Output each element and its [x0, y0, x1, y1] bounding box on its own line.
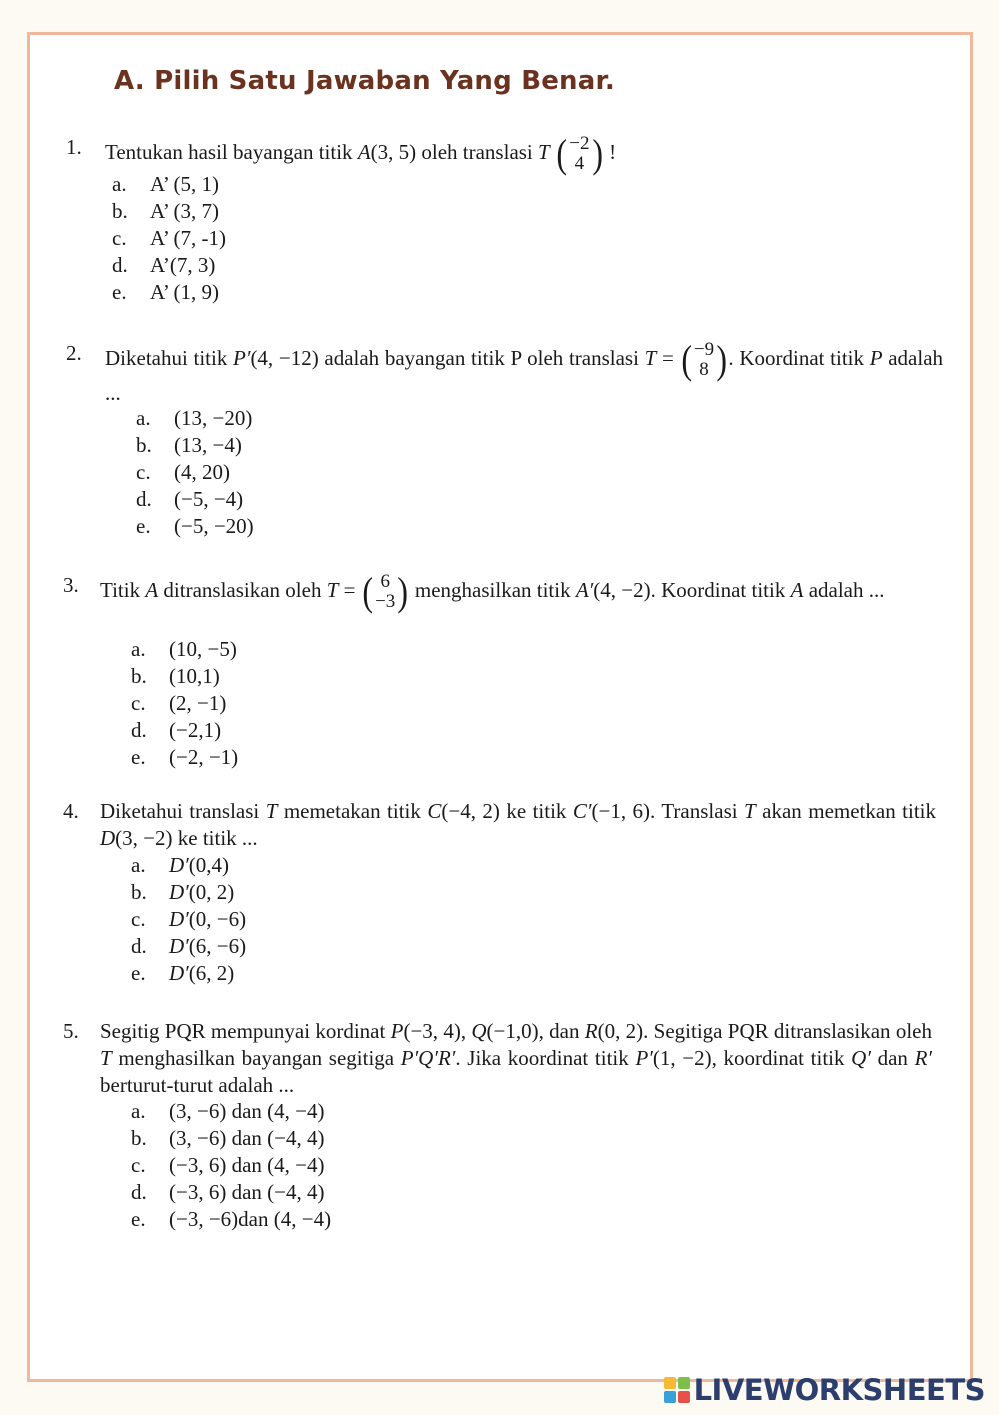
translation-vector: ( −2 4 ) [556, 131, 603, 176]
question-number: 1. [66, 135, 82, 159]
question-number: 3. [63, 573, 79, 597]
section-title: A. Pilih Satu Jawaban Yang Benar. [114, 66, 615, 96]
question-text: Tentukan hasil bayangan titik A(3, 5) oleh translasi T ( −2 4 ) ! [105, 131, 617, 176]
liveworksheets-brand[interactable] [664, 1373, 985, 1407]
translation-vector: ( 6 −3 ) [362, 569, 409, 614]
question-text: Segitig PQR mempunyai kordinat P(−3, 4), Q(−1,0), dan R(0, 2). Segitiga PQR ditranslasikan oleh T menghasilkan bayangan segitiga P′Q′R′. Jika koordinat titik P′(1, −2), koordinat titik Q′ dan R′ berturut-turut adalah ... [100, 1019, 933, 1097]
question-text: Diketahui titik P′(4, −12) adalah bayangan titik P oleh translasi T = ( −9 8 ) . Koordinat titik P adalah ... [105, 337, 944, 405]
question-number: 2. [66, 341, 82, 365]
question-text: Diketahui translasi T memetakan titik C(−4, 2) ke titik C′(−1, 6). Translasi T akan memetkan titik D(3, −2) ke titik ... [100, 799, 936, 850]
liveworksheets-logo-icon [664, 1377, 690, 1403]
question-number: 4. [63, 799, 79, 823]
translation-vector: ( −9 8 ) [680, 337, 728, 382]
question-text: Titik A ditranslasikan oleh T = ( 6 −3 ) menghasilkan titik A′(4, −2). Koordinat titik A adalah ... [100, 569, 885, 614]
question-number: 5. [63, 1019, 79, 1043]
brand-name: LIVEWORKSHEETS [693, 1373, 985, 1407]
